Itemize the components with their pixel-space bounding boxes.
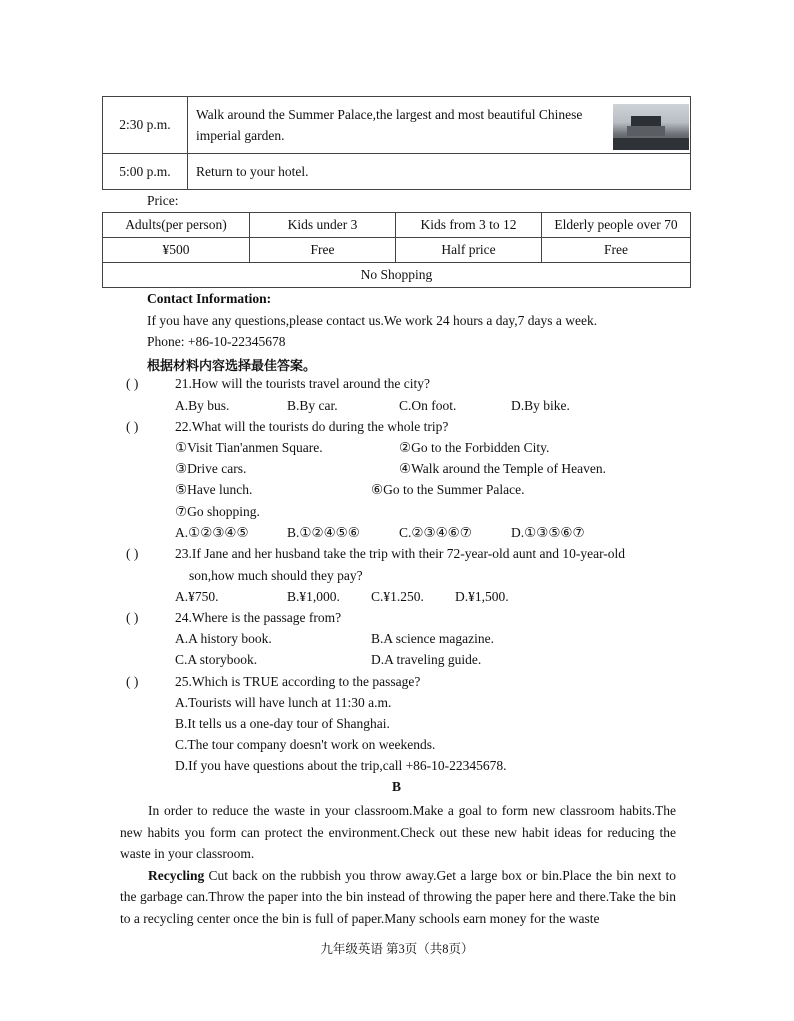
answer-blank[interactable]: ( ) — [126, 376, 139, 391]
option: B.①②④⑤⑥ — [287, 525, 360, 540]
paragraph — [120, 865, 676, 930]
choice-item: ⑥Go to the Summer Palace. — [371, 482, 525, 497]
price-value: ¥500 — [103, 238, 250, 263]
activity-line: imperial garden. — [196, 128, 285, 143]
photo-building — [627, 126, 665, 136]
activity-line: Walk around the Summer Palace,the largest and most beautiful Chinese — [196, 107, 583, 122]
photo-ground — [613, 138, 689, 150]
section-heading: B — [392, 779, 402, 794]
contact-title: Contact Information: — [147, 291, 272, 306]
schedule-row — [103, 154, 691, 190]
option: D.①③⑤⑥⑦ — [511, 525, 585, 540]
option: D.A traveling guide. — [371, 652, 482, 667]
question-stem: 21.How will the tourists travel around the city? — [175, 376, 430, 391]
option: C.The tour company doesn't work on weekends. — [175, 737, 436, 752]
section-b-body — [120, 800, 676, 929]
choice-item: ②Go to the Forbidden City. — [399, 440, 550, 455]
page-footer: 九年级英语 第3页（共8页） — [320, 942, 474, 956]
contact-line: If you have any questions,please contact us.We work 24 hours a day,7 days a week. — [147, 313, 598, 328]
schedule-activity: Return to your hotel. — [188, 154, 691, 190]
price-table — [102, 212, 691, 288]
option: C.¥1.250. — [371, 589, 424, 604]
choice-item: ④Walk around the Temple of Heaven. — [399, 461, 607, 476]
answer-blank[interactable]: ( ) — [126, 419, 139, 434]
choice-item: ⑤Have lunch. — [175, 482, 253, 497]
option: A.By bus. — [175, 398, 230, 413]
option: D.¥1,500. — [455, 589, 509, 604]
option: B.By car. — [287, 398, 338, 413]
answer-blank[interactable]: ( ) — [126, 674, 139, 689]
recycling-label: Recycling — [148, 867, 205, 883]
choice-item: ⑦Go shopping. — [175, 504, 260, 519]
paragraph: In order to reduce the waste in your classroom.Make a goal to form new classroom habits.The new habits you form can protect the environment.Check out these new habit ideas for reducing the waste in your classroom. — [120, 803, 676, 861]
price-header: Adults(per person) — [103, 213, 250, 238]
question-stem-cont: son,how much should they pay? — [189, 568, 363, 583]
option: B.It tells us a one-day tour of Shanghai. — [175, 716, 390, 731]
price-value: Free — [250, 238, 396, 263]
question-stem: 25.Which is TRUE according to the passage? — [175, 674, 421, 689]
choice-item: ①Visit Tian'anmen Square. — [175, 440, 323, 455]
schedule-row — [103, 97, 691, 154]
option: C.②③④⑥⑦ — [399, 525, 472, 540]
price-value-row — [103, 238, 691, 263]
photo-roof — [631, 116, 661, 126]
price-note-row — [103, 263, 691, 288]
instruction: 根据材料内容选择最佳答案。 — [147, 359, 317, 374]
answer-blank[interactable]: ( ) — [126, 546, 139, 561]
option: D.By bike. — [511, 398, 570, 413]
summer-palace-photo — [613, 104, 689, 150]
price-header: Elderly people over 70 — [542, 213, 691, 238]
price-note: No Shopping — [103, 263, 691, 288]
schedule-time: 5:00 p.m. — [103, 154, 188, 190]
price-header: Kids from 3 to 12 — [396, 213, 542, 238]
price-label: Price: — [147, 193, 179, 208]
option: D.If you have questions about the trip,call +86-10-22345678. — [175, 758, 507, 773]
option: C.On foot. — [399, 398, 457, 413]
option: B.¥1,000. — [287, 589, 340, 604]
answer-blank[interactable]: ( ) — [126, 610, 139, 625]
question-stem: 23.If Jane and her husband take the trip with their 72-year-old aunt and 10-year-old — [175, 546, 626, 561]
contact-phone: Phone: +86-10-22345678 — [147, 334, 286, 349]
option: B.A science magazine. — [371, 631, 494, 646]
question-stem: 24.Where is the passage from? — [175, 610, 342, 625]
option: A.①②③④⑤ — [175, 525, 249, 540]
schedule-time: 2:30 p.m. — [103, 97, 188, 154]
choice-item: ③Drive cars. — [175, 461, 247, 476]
price-header-row — [103, 213, 691, 238]
price-value: Free — [542, 238, 691, 263]
paragraph-text: Cut back on the rubbish you throw away.Get a large box or bin.Place the bin next to the garbage can.Throw the paper into the bin instead of throwing the paper here and there.Take the bin to a recycling center once the bin is full of paper.Many schools earn money for the waste — [120, 867, 676, 926]
price-value: Half price — [396, 238, 542, 263]
option: C.A storybook. — [175, 652, 258, 667]
option: A.¥750. — [175, 589, 219, 604]
option: A.Tourists will have lunch at 11:30 a.m. — [175, 695, 392, 710]
question-stem: 22.What will the tourists do during the whole trip? — [175, 419, 449, 434]
schedule-table — [102, 96, 691, 190]
price-header: Kids under 3 — [250, 213, 396, 238]
option: A.A history book. — [175, 631, 272, 646]
